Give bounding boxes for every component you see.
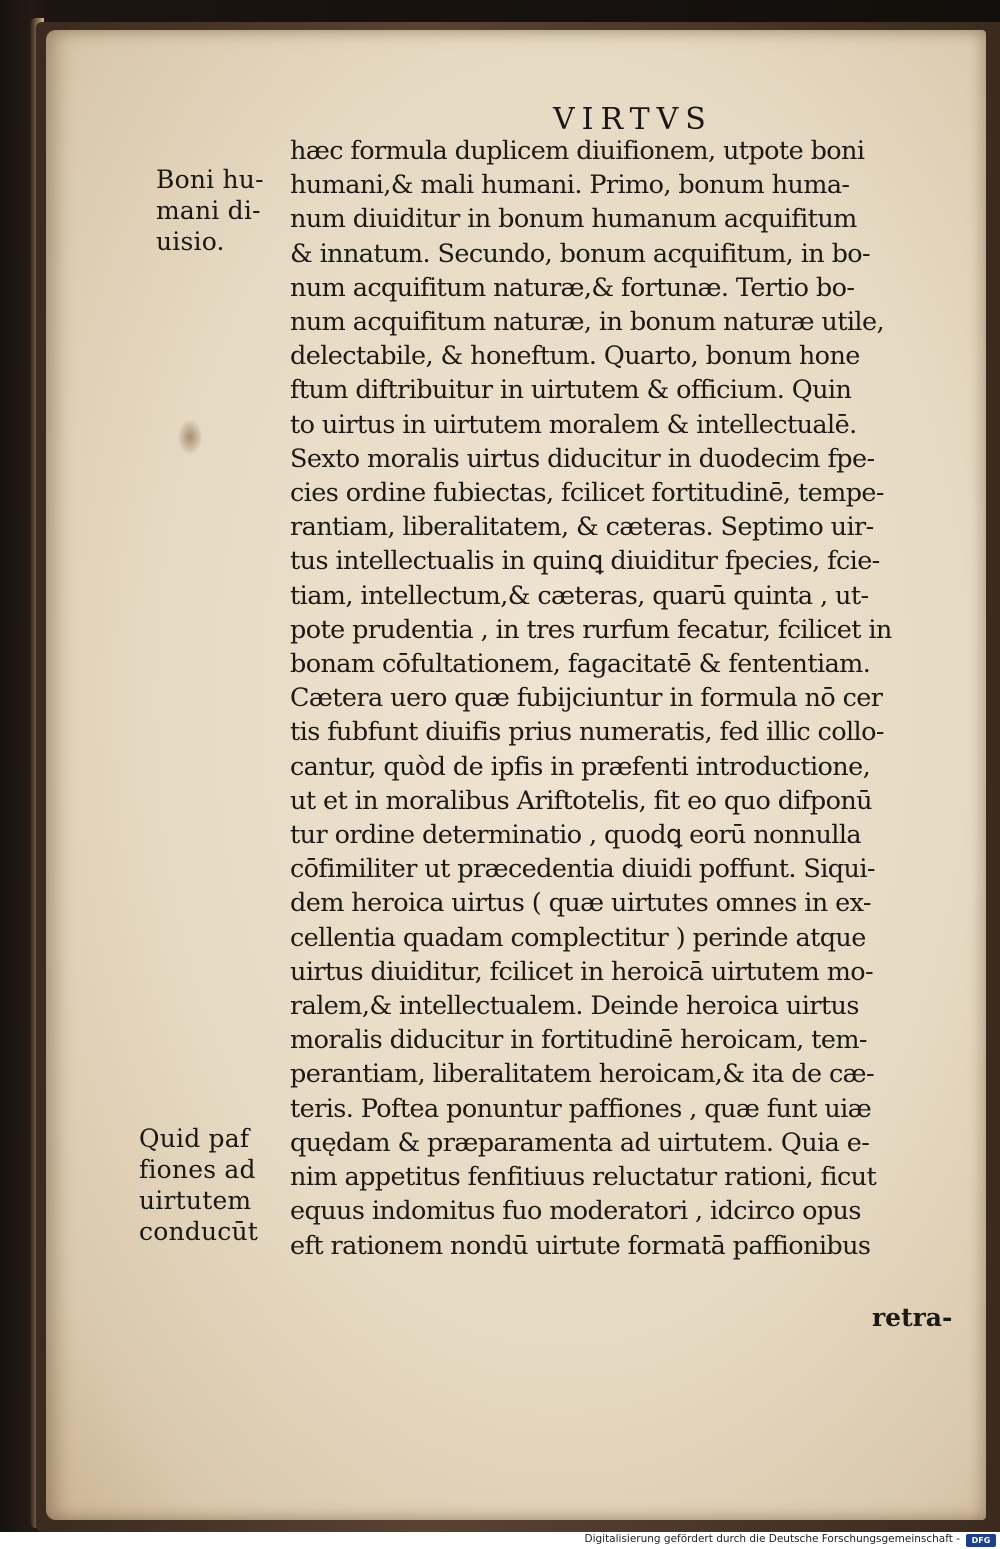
- text-line: dem heroica uirtus ( quæ uirtutes omnes in ex-: [290, 888, 871, 919]
- margin-note-line: Quid paf: [139, 1124, 250, 1153]
- text-line: num acquifitum naturæ, in bonum naturæ utile,: [290, 307, 884, 338]
- text-line: cies ordine fubiectas, fcilicet fortitudinē, tempe-: [290, 478, 884, 509]
- text-line: & innatum. Secundo, bonum acquifitum, in bo-: [290, 238, 871, 269]
- text-line: teris. Poftea ponuntur paffiones , quæ funt uiæ: [290, 1093, 872, 1124]
- margin-note-line: uirtutem: [139, 1186, 252, 1215]
- margin-note-line: mani di-: [156, 196, 261, 225]
- footer-bar: [0, 1532, 1000, 1549]
- running-head: VIRTVS: [553, 102, 713, 137]
- text-line: Cætera uero quæ fubijciuntur in formula nō cer: [290, 683, 883, 714]
- text-line: rantiam, liberalitatem, & cæteras. Septimo uir-: [290, 512, 874, 543]
- text-line: eft rationem nondū uirtute formatā paffionibus: [290, 1230, 871, 1261]
- text-line: equus indomitus fuo moderatori , idcirco opus: [290, 1196, 861, 1227]
- text-line: cantur, quòd de ipfis in præfenti introductione,: [290, 751, 871, 782]
- margin-note-line: uisio.: [156, 227, 225, 256]
- text-line: ftum diftribuitur in uirtutem & officium. Quin: [290, 375, 852, 406]
- text-line: moralis diducitur in fortitudinē heroicam, tem-: [290, 1025, 867, 1056]
- text-line: nim appetitus fenfitiuus reluctatur rationi, ficut: [290, 1162, 877, 1193]
- text-line: num diuiditur in bonum humanum acquifitum: [290, 204, 857, 235]
- text-line: pote prudentia , in tres rurfum fecatur, fcilicet in: [290, 614, 892, 645]
- text-line: cellentia quadam complectitur ) perinde atque: [290, 922, 866, 953]
- margin-note-line: conducūt: [139, 1217, 259, 1246]
- dfg-logo: DFG: [966, 1534, 996, 1547]
- text-line: tis fubfunt diuifis prius numeratis, fed illic collo-: [290, 717, 884, 748]
- margin-note-line: fiones ad: [139, 1155, 256, 1184]
- text-line: to uirtus in uirtutem moralem & intellectualē.: [290, 409, 857, 440]
- text-line: tus intellectualis in quinꝗ diuiditur fpecies, fcie-: [290, 546, 880, 577]
- margin-note-line: Boni hu-: [156, 165, 264, 194]
- text-line: quędam & præparamenta ad uirtutem. Quia e-: [290, 1127, 870, 1158]
- catchword: retra-: [872, 1303, 953, 1332]
- margin-note-1: [156, 164, 264, 257]
- text-line: ralem,& intellectualem. Deinde heroica uirtus: [290, 991, 859, 1022]
- text-line: ut et in moralibus Ariftotelis, fit eo quo difponū: [290, 785, 872, 816]
- text-line: perantiam, liberalitatem heroicam,& ita de cæ-: [290, 1059, 875, 1090]
- text-line: tiam, intellectum,& cæteras, quarū quinta , ut-: [290, 580, 869, 611]
- paper-stain: [178, 420, 202, 454]
- text-line: humani,& mali humani. Primo, bonum huma-: [290, 170, 850, 201]
- text-line: uirtus diuiditur, fcilicet in heroicā uirtutem mo-: [290, 956, 874, 987]
- text-line: delectabile, & honeftum. Quarto, bonum hone: [290, 341, 860, 372]
- footer-credit: Digitalisierung gefördert durch die Deutsche Forschungsgemeinschaft -: [584, 1533, 960, 1545]
- text-line: num acquifitum naturæ,& fortunæ. Tertio bo-: [290, 272, 855, 303]
- text-line: Sexto moralis uirtus diducitur in duodecim fpe-: [290, 443, 875, 474]
- text-line: hæc formula duplicem diuifionem, utpote boni: [290, 136, 865, 166]
- text-line: bonam cōfultationem, fagacitatē & fententiam.: [290, 649, 871, 680]
- body-text: [290, 134, 962, 1263]
- margin-note-2: [139, 1123, 258, 1247]
- text-line: tur ordine determinatio , quodꝗ eorū nonnulla: [290, 820, 862, 851]
- text-line: cōfimiliter ut præcedentia diuidi poffunt. Siqui-: [290, 854, 875, 885]
